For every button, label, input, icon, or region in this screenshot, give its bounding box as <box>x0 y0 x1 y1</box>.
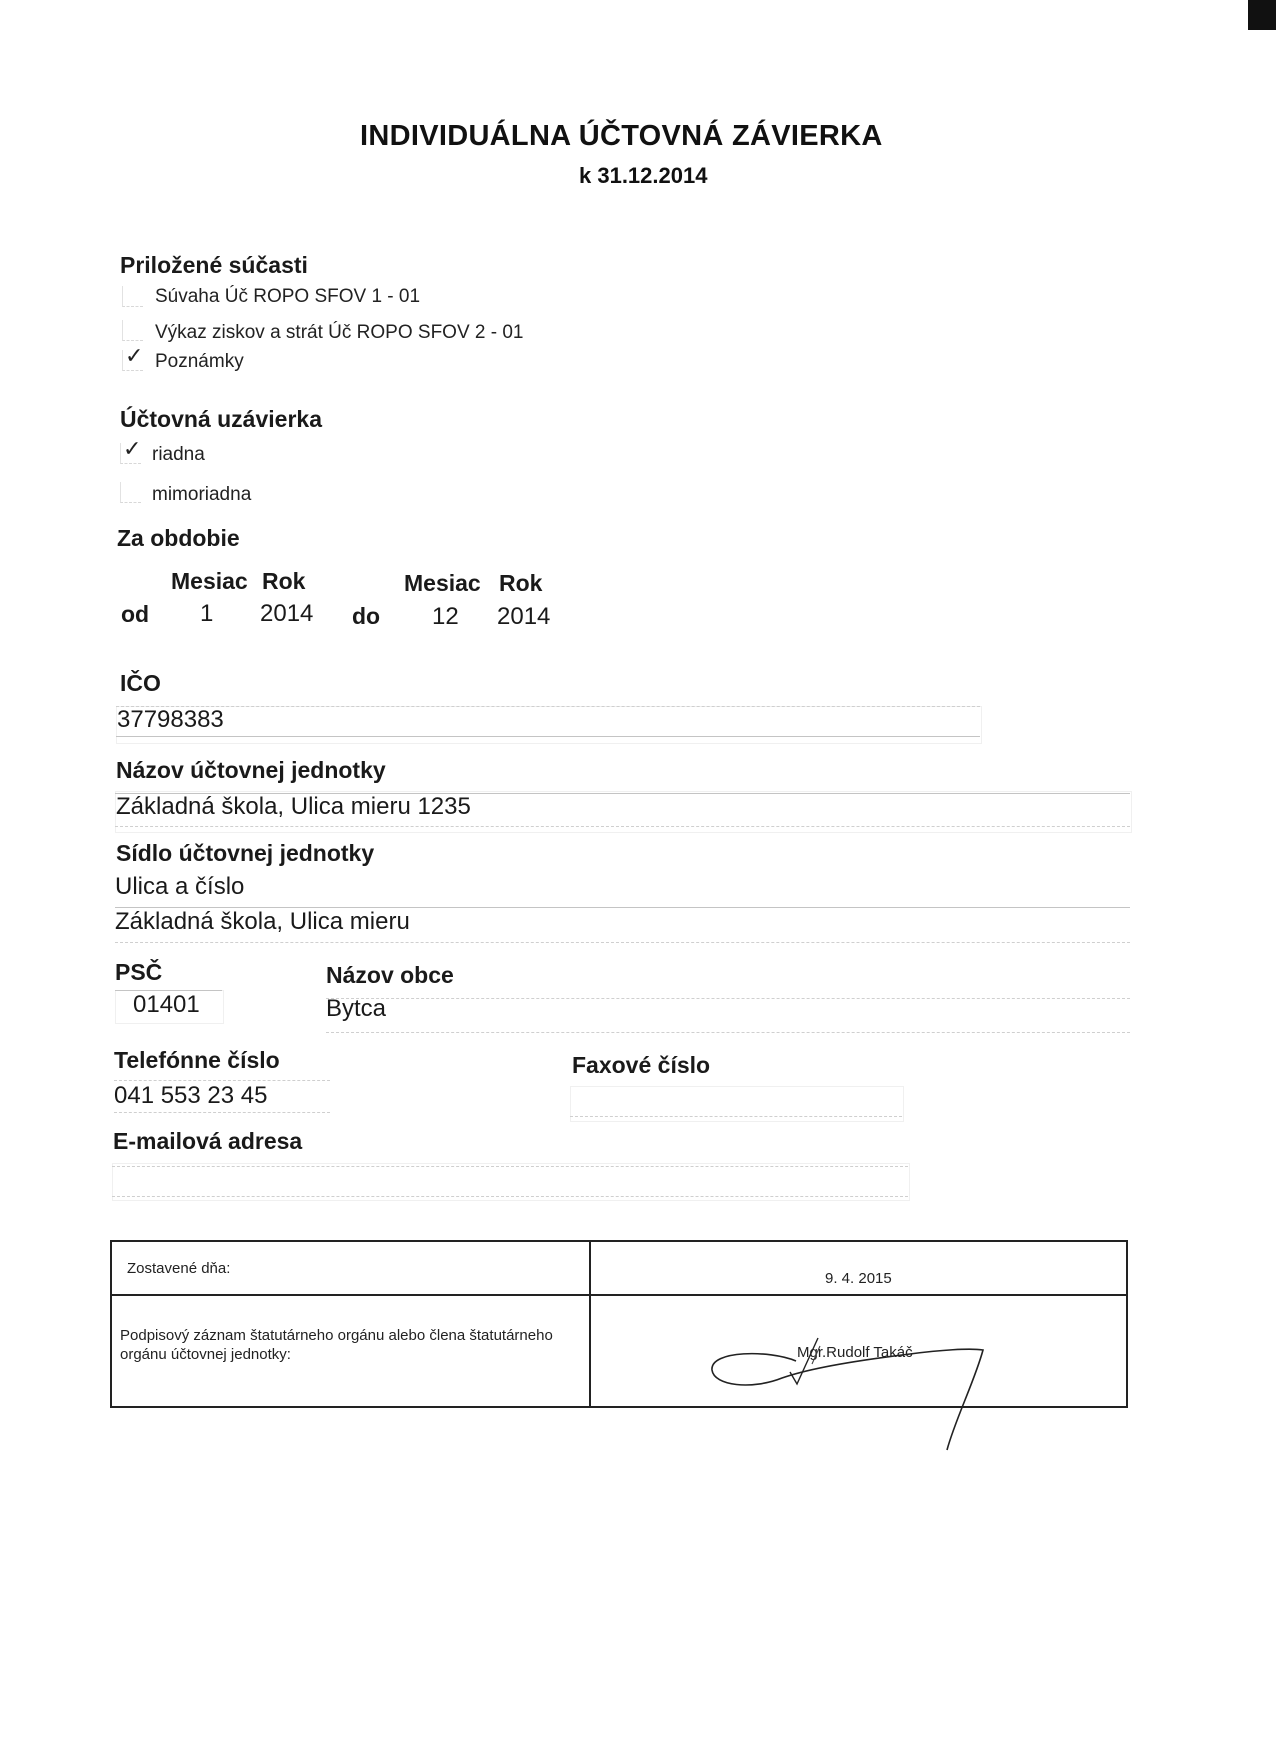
email-field-top-line <box>112 1166 908 1167</box>
compiled-date-label: Zostavené dňa: <box>127 1260 231 1277</box>
checkmark-icon: ✓ <box>123 437 142 462</box>
signature-label: Podpisový záznam štatutárneho orgánu alebo člena štatutárneho orgánu účtovnej jednotky: <box>120 1327 553 1363</box>
closing-label-extraordinary: mimoriadna <box>152 484 252 505</box>
entity-name-label: Názov účtovnej jednotky <box>116 757 386 783</box>
attachment-checkbox-balance[interactable] <box>122 286 143 307</box>
entity-name-underline <box>115 826 1130 827</box>
fax-field-underline <box>570 1116 902 1117</box>
attachment-checkbox-notes[interactable] <box>122 344 144 371</box>
street-label: Ulica a číslo <box>115 873 245 900</box>
city-field[interactable]: Bytca <box>326 995 387 1022</box>
period-from-month-value: 1 <box>200 600 214 627</box>
page-subtitle-date: k 31.12.2014 <box>579 163 708 188</box>
period-from-year-value: 2014 <box>260 600 314 627</box>
table-horizontal-divider <box>112 1294 1126 1296</box>
ico-field[interactable]: 37798383 <box>117 706 224 733</box>
phone-field-top-line <box>114 1080 330 1081</box>
city-field-underline <box>326 1032 1130 1033</box>
street-field-underline <box>115 942 1130 943</box>
period-to-month-label: Mesiac <box>404 570 481 596</box>
checkmark-icon: ✓ <box>125 344 144 369</box>
psc-label: PSČ <box>115 959 163 985</box>
scan-corner-mark <box>1248 0 1276 30</box>
fax-label: Faxové číslo <box>572 1052 711 1078</box>
closing-checkbox-regular[interactable] <box>120 437 142 464</box>
entity-name-top-line <box>115 793 1130 794</box>
psc-field-top-line <box>115 990 222 991</box>
entity-name-field[interactable]: Základná škola, Ulica mieru 1235 <box>116 793 471 820</box>
period-from-label: od <box>121 601 150 627</box>
ico-label: IČO <box>120 670 161 696</box>
closing-heading: Účtovná uzávierka <box>120 406 322 432</box>
city-label: Názov obce <box>326 962 454 988</box>
period-to-month-value: 12 <box>432 603 459 630</box>
period-to-year-value: 2014 <box>497 603 551 630</box>
period-from-year-label: Rok <box>262 568 306 594</box>
attachment-checkbox-income[interactable] <box>122 320 143 341</box>
ico-field-box <box>116 706 982 744</box>
ico-field-top-line <box>116 706 980 707</box>
signature-name: Mgr.Rudolf Takáč <box>797 1344 913 1361</box>
compiled-date-value: 9. 4. 2015 <box>825 1270 892 1287</box>
page-title: INDIVIDUÁLNA ÚČTOVNÁ ZÁVIERKA <box>360 120 883 152</box>
seat-label: Sídlo účtovnej jednotky <box>116 840 375 866</box>
email-field-underline <box>112 1196 908 1197</box>
phone-label: Telefónne číslo <box>114 1047 280 1073</box>
ico-field-underline <box>116 736 980 737</box>
attachments-heading: Priložené súčasti <box>120 252 308 278</box>
handwritten-signature <box>700 1320 1000 1460</box>
email-label: E-mailová adresa <box>113 1128 303 1154</box>
psc-field[interactable]: 01401 <box>133 991 200 1018</box>
attachment-label-notes: Poznámky <box>155 351 244 372</box>
period-from-month-label: Mesiac <box>171 568 248 594</box>
attachment-label-balance: Súvaha Úč ROPO SFOV 1 - 01 <box>155 286 421 307</box>
period-to-label: do <box>352 603 381 629</box>
phone-field[interactable]: 041 553 23 45 <box>114 1082 268 1109</box>
attachment-label-income: Výkaz ziskov a strát Úč ROPO SFOV 2 - 01 <box>155 322 524 343</box>
street-field[interactable]: Základná škola, Ulica mieru <box>115 908 410 935</box>
phone-field-underline <box>114 1112 330 1113</box>
city-field-top-line <box>326 998 1130 999</box>
period-to-year-label: Rok <box>499 570 543 596</box>
closing-checkbox-extraordinary[interactable] <box>120 482 141 503</box>
closing-label-regular: riadna <box>152 444 205 465</box>
table-vertical-divider <box>589 1242 591 1406</box>
period-heading: Za obdobie <box>117 525 240 551</box>
